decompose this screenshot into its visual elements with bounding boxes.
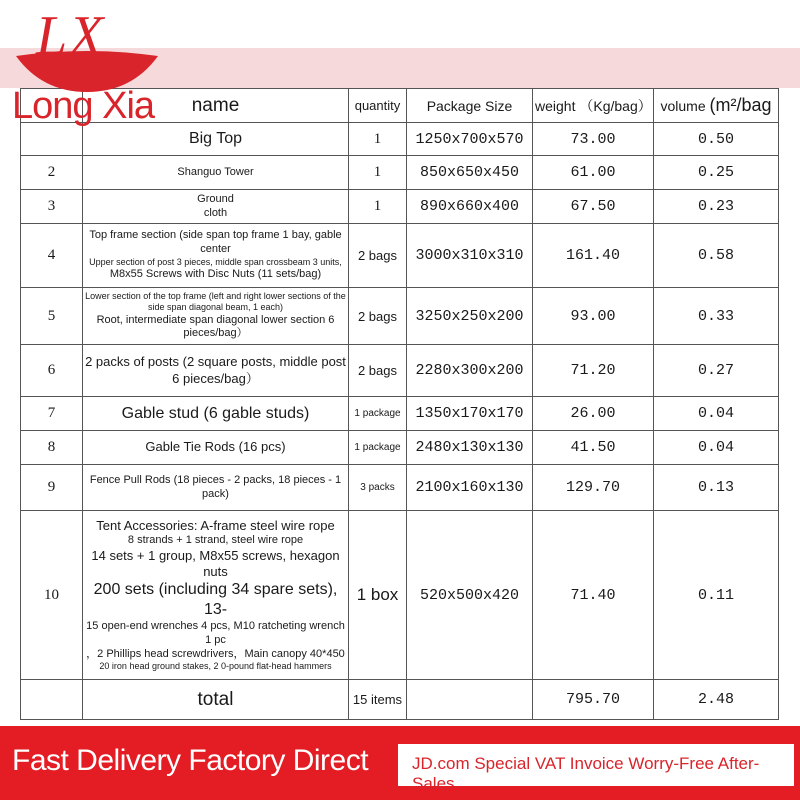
row-size: 3250x250x200 xyxy=(407,288,533,345)
row-number: 3 xyxy=(21,190,83,224)
row-volume: 0.33 xyxy=(654,288,779,345)
row-name xyxy=(83,288,349,345)
row-name xyxy=(83,431,349,465)
row-weight: 129.70 xyxy=(533,465,654,511)
total-row-number xyxy=(21,680,83,720)
row-number: 2 xyxy=(21,156,83,190)
name-line: Ground xyxy=(197,192,234,205)
total-volume: 2.48 xyxy=(654,680,779,720)
name-line: Big Top xyxy=(188,130,243,147)
table-total-row xyxy=(21,680,779,720)
row-volume: 0.04 xyxy=(654,397,779,431)
total-weight: 795.70 xyxy=(533,680,654,720)
row-volume: 0.11 xyxy=(654,511,779,680)
table-row xyxy=(21,397,779,431)
row-volume: 0.27 xyxy=(654,345,779,397)
name-line: 15 open-end wrenches 4 pcs, M10 ratcheting wrench 1 pc xyxy=(86,620,345,646)
table-row xyxy=(21,190,779,224)
row-volume: 0.13 xyxy=(654,465,779,511)
table-row xyxy=(21,156,779,190)
row-quantity: 2 bags xyxy=(349,288,407,345)
table-row xyxy=(21,511,779,680)
row-quantity: 2 bags xyxy=(349,345,407,397)
row-size: 1350x170x170 xyxy=(407,397,533,431)
row-quantity: 1 package xyxy=(349,397,407,431)
row-size: 2100x160x130 xyxy=(407,465,533,511)
table-row xyxy=(21,465,779,511)
col-name-header: name xyxy=(83,89,349,123)
name-line: Root, intermediate span diagonal lower section 6 pieces/bag） xyxy=(96,313,335,340)
row-number: 10 xyxy=(21,511,83,680)
col-quantity-header: quantity xyxy=(349,89,407,123)
row-quantity: 1 xyxy=(349,190,407,224)
row-quantity: 1 package xyxy=(349,431,407,465)
name-line: Lower section of the top frame (left and right lower sections of the side span diagonal beam, 1 each) xyxy=(85,291,346,313)
name-line: cloth xyxy=(203,206,228,219)
row-quantity: 3 packs xyxy=(349,465,407,511)
row-number: 4 xyxy=(21,224,83,288)
row-weight: 71.20 xyxy=(533,345,654,397)
row-number: 8 xyxy=(21,431,83,465)
total-size xyxy=(407,680,533,720)
row-quantity: 1 xyxy=(349,156,407,190)
invoice-slogan: JD.com Special VAT Invoice Worry-Free After-Sales xyxy=(412,754,760,793)
row-quantity: 1 box xyxy=(349,511,407,680)
name-line: M8x55 Screws with Disc Nuts (11 sets/bag) xyxy=(109,268,322,280)
name-line: Gable stud (6 gable studs) xyxy=(121,404,310,422)
col-size-header: Package Size xyxy=(407,89,533,123)
row-size: 2480x130x130 xyxy=(407,431,533,465)
row-name xyxy=(83,465,349,511)
name-line: 2 packs of posts (2 square posts, middle post xyxy=(85,354,346,370)
row-name xyxy=(83,224,349,288)
name-line: Fence Pull Rods (18 pieces - 2 packs, 18 pieces - 1 pack) xyxy=(89,473,342,500)
table-row xyxy=(21,288,779,345)
row-weight: 61.00 xyxy=(533,156,654,190)
name-line: 6 pieces/bag） xyxy=(172,370,259,386)
row-number: 5 xyxy=(21,288,83,345)
table-row xyxy=(21,224,779,288)
row-size: 890x660x400 xyxy=(407,190,533,224)
name-line: Top frame section (side span top frame 1 bay, gable center xyxy=(89,229,342,255)
row-name xyxy=(83,156,349,190)
row-weight: 73.00 xyxy=(533,123,654,156)
row-size: 2280x300x200 xyxy=(407,345,533,397)
total-quantity: 15 items xyxy=(349,680,407,720)
row-weight: 26.00 xyxy=(533,397,654,431)
row-name xyxy=(83,345,349,397)
volume-header-unit: (m²/bag xyxy=(709,95,772,115)
name-line: 8 strands + 1 strand, steel wire rope xyxy=(127,533,304,546)
row-number: 6 xyxy=(21,345,83,397)
name-line: 200 sets (including 34 spare sets), 13- xyxy=(93,581,338,618)
product-spec-table xyxy=(20,88,779,720)
col-volume-header xyxy=(654,89,779,123)
row-weight: 71.40 xyxy=(533,511,654,680)
row-name xyxy=(83,511,349,680)
row-volume: 0.04 xyxy=(654,431,779,465)
row-volume: 0.23 xyxy=(654,190,779,224)
name-line: Shanguo Tower xyxy=(177,165,254,178)
row-size: 3000x310x310 xyxy=(407,224,533,288)
volume-header-prefix: volume xyxy=(660,98,706,114)
row-size: 520x500x420 xyxy=(407,511,533,680)
row-name xyxy=(83,190,349,224)
row-volume: 0.25 xyxy=(654,156,779,190)
name-line: Tent Accessories: A-frame steel wire rope xyxy=(96,517,335,533)
row-weight: 41.50 xyxy=(533,431,654,465)
row-size: 1250x700x570 xyxy=(407,123,533,156)
name-line: 14 sets + 1 group, M8x55 screws, hexagon nuts xyxy=(91,547,340,579)
brand-name: Long Xia xyxy=(12,85,155,127)
name-line: ，2 Phillips head screwdrivers，Main canopy 40*450 xyxy=(86,647,345,660)
row-number: 7 xyxy=(21,397,83,431)
logo-letters: LX xyxy=(36,5,106,67)
row-size: 850x650x450 xyxy=(407,156,533,190)
row-weight: 161.40 xyxy=(533,224,654,288)
name-line: Upper section of post 3 pieces, middle span crossbeam 3 units, xyxy=(89,256,342,267)
fast-delivery-slogan: Fast Delivery Factory Direct xyxy=(12,744,369,777)
table-row xyxy=(21,431,779,465)
row-name xyxy=(83,397,349,431)
col-weight-header: weight （Kg/bag） xyxy=(533,89,654,123)
name-line: 20 iron head ground stakes, 2 0-pound flat-head hammers xyxy=(99,661,332,672)
row-quantity: 1 xyxy=(349,123,407,156)
table-row xyxy=(21,345,779,397)
row-volume: 0.50 xyxy=(654,123,779,156)
row-number: 9 xyxy=(21,465,83,511)
row-weight: 93.00 xyxy=(533,288,654,345)
row-volume: 0.58 xyxy=(654,224,779,288)
row-quantity: 2 bags xyxy=(349,224,407,288)
total-label: total xyxy=(83,680,349,720)
row-weight: 67.50 xyxy=(533,190,654,224)
name-line: Gable Tie Rods (16 pcs) xyxy=(145,439,286,455)
